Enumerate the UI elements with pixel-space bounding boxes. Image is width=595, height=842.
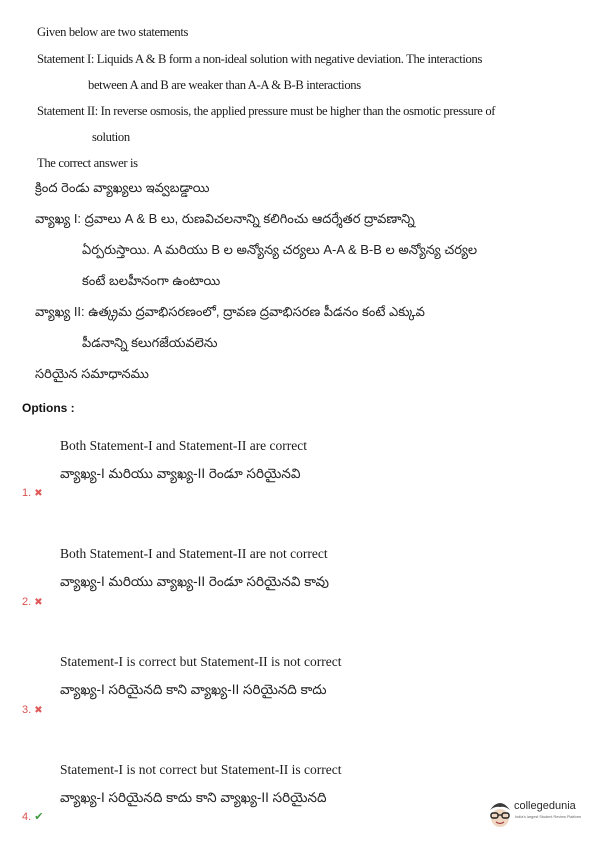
option-2-number: 2. ✖	[22, 596, 43, 608]
option-2-text: Both Statement-I and Statement-II are not correct	[60, 546, 328, 561]
statement2-line1: Statement II: In reverse osmosis, the applied pressure must be higher than the osmotic pressure of	[37, 104, 496, 118]
question-intro-te: క్రింద రెండు వ్యాఖ్యలు ఇవ్వబడ్డాయి	[35, 180, 210, 195]
logo-tagline: India's largest Student Review Platform	[515, 815, 582, 819]
option-4-text: Statement-I is not correct but Statement-II is correct	[60, 762, 342, 777]
wrong-icon: ✖	[34, 705, 43, 716]
options-label: Options :	[22, 401, 75, 415]
statement1-line1: Statement I: Liquids A & B form a non-ideal solution with negative deviation. The interactions	[37, 52, 482, 66]
question-intro: Given below are two statements	[37, 25, 189, 39]
statement2-line2-te: పీడనాన్ని కలుగజేయవలెను	[82, 335, 218, 350]
statement2-line1-te: వ్యాఖ్య II: ఉత్క్రమ ద్రవాభిసరణంలో, ద్రావణ ద్రవాభిసరణ పీడనం కంటే ఎక్కువ	[35, 304, 425, 319]
option-1-text: Both Statement-I and Statement-II are correct	[60, 438, 308, 453]
statement1-line1-te: వ్యాఖ్య I: ద్రవాలు A & B లు, రుణవిచలనాన్ని కలిగించు ఆదర్శేతర ద్రావణాన్ని	[35, 211, 415, 226]
option-4-number: 4. ✔	[22, 811, 44, 823]
collegedunia-logo	[487, 796, 587, 830]
question-prompt-te: సరియైన సమాధానము	[35, 366, 149, 381]
option-3-text-te: వ్యాఖ్య-I సరియైనది కాని వ్యాఖ్య-II సరియైనది కాదు	[60, 682, 327, 697]
statement1-line2-te: ఏర్పరుస్తాయి. A మరియు B ల అన్యోన్య చర్యలు A-A & B-B ల అన్యోన్య చర్యల	[82, 242, 478, 257]
wrong-icon: ✖	[34, 597, 43, 608]
statement1-line2: between A and B are weaker than A-A & B-B interactions	[88, 78, 361, 92]
check-icon: ✔	[34, 811, 44, 823]
wrong-icon: ✖	[34, 488, 43, 499]
option-1-number: 1. ✖	[22, 487, 43, 499]
option-3-text: Statement-I is correct but Statement-II is not correct	[60, 654, 342, 669]
logo-name: collegedunia	[514, 800, 576, 812]
statement1-line3-te: కంటే బలహీనంగా ఉంటాయి	[82, 273, 221, 288]
option-1-text-te: వ్యాఖ్య-I మరియు వ్యాఖ్య-II రెండూ సరియైనవి	[60, 466, 301, 481]
question-prompt: The correct answer is	[37, 156, 138, 170]
option-4-text-te: వ్యాఖ్య-I సరియైనది కాదు కాని వ్యాఖ్య-II సరియైనది	[60, 790, 327, 805]
option-3-number: 3. ✖	[22, 704, 43, 716]
statement2-line2: solution	[92, 130, 130, 144]
option-2-text-te: వ్యాఖ్య-I మరియు వ్యాఖ్య-II రెండూ సరియైనవి కావు	[60, 574, 329, 589]
mascot-icon	[487, 798, 513, 828]
